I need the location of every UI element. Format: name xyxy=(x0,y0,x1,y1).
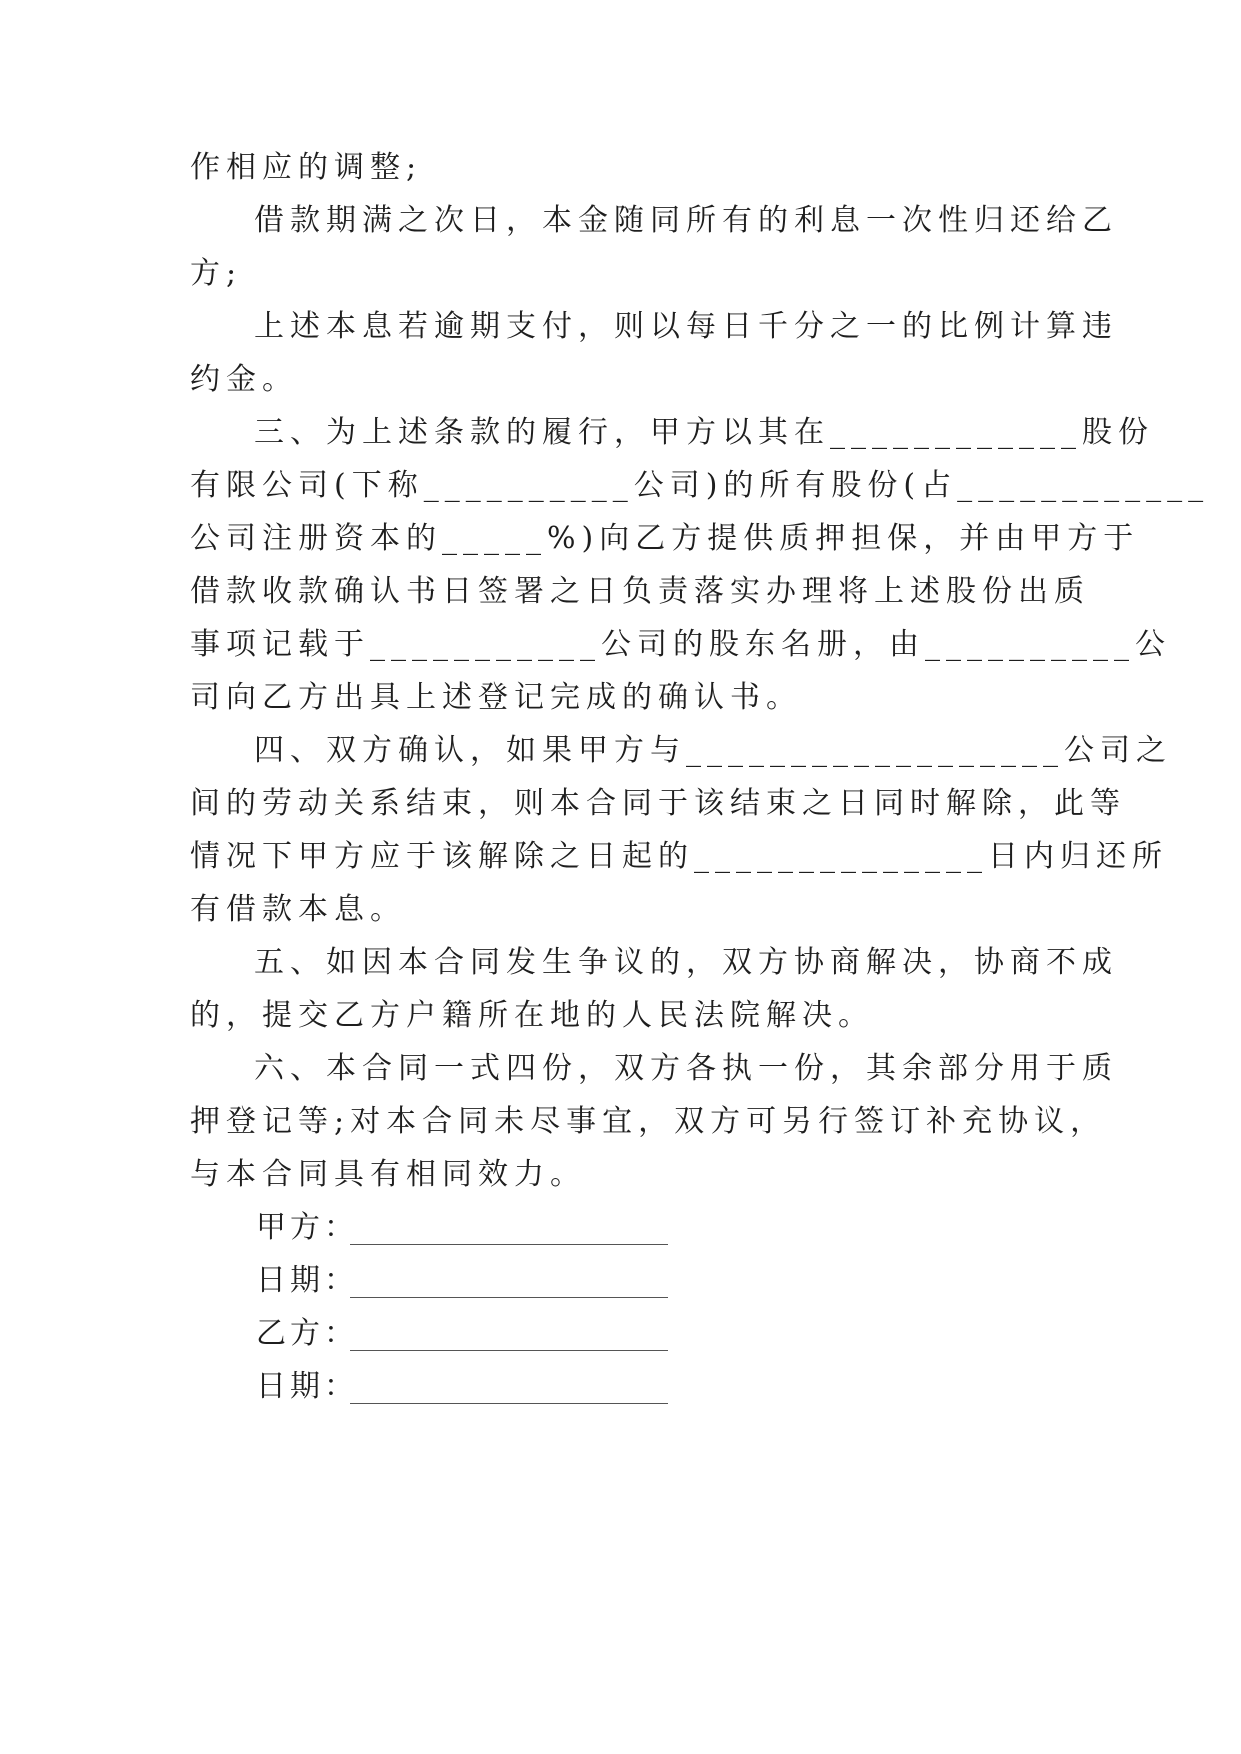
text-line: 的，提交乙方户籍所在地的人民法院解决。 xyxy=(190,998,874,1033)
text-line: 情况下甲方应于该解除之日起的______________日内归还所 xyxy=(190,839,1168,874)
party-a-label: 甲方： xyxy=(256,1210,358,1245)
text-line: 方; xyxy=(190,256,243,291)
text-line: 司向乙方出具上述登记完成的确认书。 xyxy=(190,680,802,715)
date-b-label: 日期： xyxy=(256,1369,358,1404)
text-line: 五、如因本合同发生争议的，双方协商解决，协商不成 xyxy=(254,945,1118,980)
text-line: 作相应的调整; xyxy=(190,150,423,185)
text-line: 上述本息若逾期支付，则以每日千分之一的比例计算违 xyxy=(254,309,1118,344)
text-line: 与本合同具有相同效力。 xyxy=(190,1157,586,1192)
text-line: 约金。 xyxy=(190,362,298,397)
date-a-label: 日期： xyxy=(256,1263,358,1298)
text-line: 有借款本息。 xyxy=(190,892,406,927)
text-line: 事项记载于___________公司的股东名册，由__________公 xyxy=(190,627,1171,662)
text-line: 借款收款确认书日签署之日负责落实办理将上述股份出质 xyxy=(190,574,1090,609)
text-line: 公司注册资本的_____%)向乙方提供质押担保，并由甲方于 xyxy=(190,521,1140,556)
text-line: 间的劳动关系结束，则本合同于该结束之日同时解除，此等 xyxy=(190,786,1126,821)
text-line: 三、为上述条款的履行，甲方以其在____________股份 xyxy=(254,415,1154,450)
date-b-signature-line xyxy=(350,1403,668,1404)
text-line: 六、本合同一式四份，双方各执一份，其余部分用于质 xyxy=(254,1051,1118,1086)
text-line: 借款期满之次日，本金随同所有的利息一次性归还给乙 xyxy=(254,203,1118,238)
text-line: 四、双方确认，如果甲方与__________________公司之 xyxy=(254,733,1172,768)
text-line: 有限公司(下称__________公司)的所有股份(占____________ xyxy=(190,468,1210,503)
date-a-signature-line xyxy=(350,1297,668,1298)
party-a-signature-line xyxy=(350,1244,668,1245)
text-line: 押登记等;对本合同未尽事宜，双方可另行签订补充协议， xyxy=(190,1104,1107,1139)
party-b-signature-line xyxy=(350,1350,668,1351)
party-b-label: 乙方： xyxy=(256,1316,358,1351)
